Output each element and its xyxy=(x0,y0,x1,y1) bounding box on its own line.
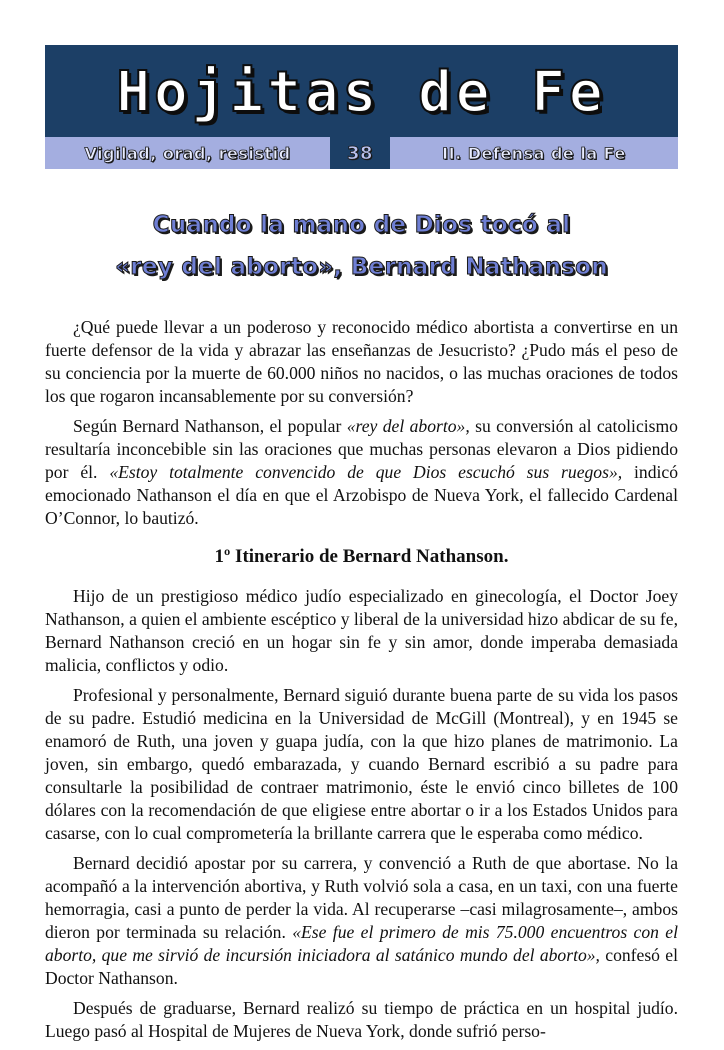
issue-number-panel xyxy=(330,137,390,169)
masthead-subtitle-bar xyxy=(45,137,678,169)
paragraph-6: Después de graduarse, Bernard realizó su tiempo de práctica en un hospital judío. Luego pasó al Hospital de Mujeres de Nueva York, donde sufrió perso- xyxy=(45,998,678,1041)
paragraph-2-text-2: su conversión al catolicismo resultaría inconcebible sin las oraciones que muchas personas elevaron a Dios pidiendo por él. xyxy=(45,416,678,482)
article-body xyxy=(45,316,678,1050)
paragraph-5-text-2: confesó el Doctor Nathanson. xyxy=(45,945,678,988)
motto-panel xyxy=(45,137,330,169)
paragraph-2-quote-2: «Estoy totalmente convencido de que Dios escuchó sus ruegos», xyxy=(109,462,623,482)
section-heading: 1º Itinerario de Bernard Nathanson. xyxy=(214,546,509,567)
paragraph-5 xyxy=(45,852,678,990)
paragraph-4: Profesional y personalmente, Bernard siguió durante buena parte de su vida los pasos de su padre. Estudió medicina en la Universidad de McGill (Montreal), y en 1945 se enamoró de Ruth, una joven y guapa judía, con la que hizo planes de matrimonio. La joven, sin embargo, quedó embarazada, y cuando Bernard escribió a su padre para consultarle la posibilidad de contraer matrimonio, éste le envió cinco billetes de 100 dólares con la recomendación de que eligiese entre abortar o ir a los Estados Unidos para casarse, con lo cual comprometería la brillante carrera que le esperaba como médico. xyxy=(45,685,678,843)
masthead-title: Hojitas de Fe xyxy=(116,60,607,125)
article-title-line-1: Cuando la mano de Dios tocó al xyxy=(152,212,571,238)
masthead xyxy=(45,45,678,169)
motto: Vigilad, orad, resistid xyxy=(84,143,291,163)
article-title-line-2: «rey del aborto», Bernard Nathanson xyxy=(115,254,608,280)
article-title xyxy=(45,204,678,288)
paragraph-1: ¿Qué puede llevar a un poderoso y reconocido médico abortista a convertirse en un fuerte defensor de la vida y abrazar las enseñanzas de Jesucristo? ¿Pudo más el peso de su conciencia por la muerte de 60.000 niños no nacidos, o las muchas oraciones de todos los que rogaron incansablemente por su conversión? xyxy=(45,317,678,406)
section-panel xyxy=(390,137,678,169)
paragraph-2 xyxy=(45,415,678,530)
paragraph-2-quote-1: «rey del aborto», xyxy=(346,416,470,436)
paragraph-3: Hijo de un prestigioso médico judío especializado en ginecología, el Doctor Joey Nathanson, a quien el ambiente escéptico y liberal de la universidad hizo abdicar de su fe, Bernard Nathanson creció en un hogar sin fe y sin amor, donde imperaba demasiada malicia, conflictos y odio. xyxy=(45,586,678,675)
section-name: II. Defensa de la Fe xyxy=(442,143,626,163)
paragraph-2-text-1: Según Bernard Nathanson, el popular xyxy=(73,416,347,436)
paragraph-5-quote: «Ese fue el primero de mis 75.000 encuentros con el aborto, que me sirvió de incursión iniciadora al satánico mundo del aborto», xyxy=(45,922,678,965)
paragraph-5-text-1: Bernard decidió apostar por su carrera, y convenció a Ruth de que abortase. No la acompañó a la intervención abortiva, y Ruth volvió sola a casa, en un taxi, con una fuerte hemorragia, casi a punto de perder la vida. Al recuperarse –casi milagrosamente–, ambos dieron por terminada su relación. xyxy=(45,853,678,942)
issue-number: 38 xyxy=(346,142,374,164)
paragraph-2-text-3: indicó emocionado Nathanson el día en que el Arzobispo de Nueva York, el fallecido Cardenal O’Connor, lo bautizó. xyxy=(45,462,678,528)
